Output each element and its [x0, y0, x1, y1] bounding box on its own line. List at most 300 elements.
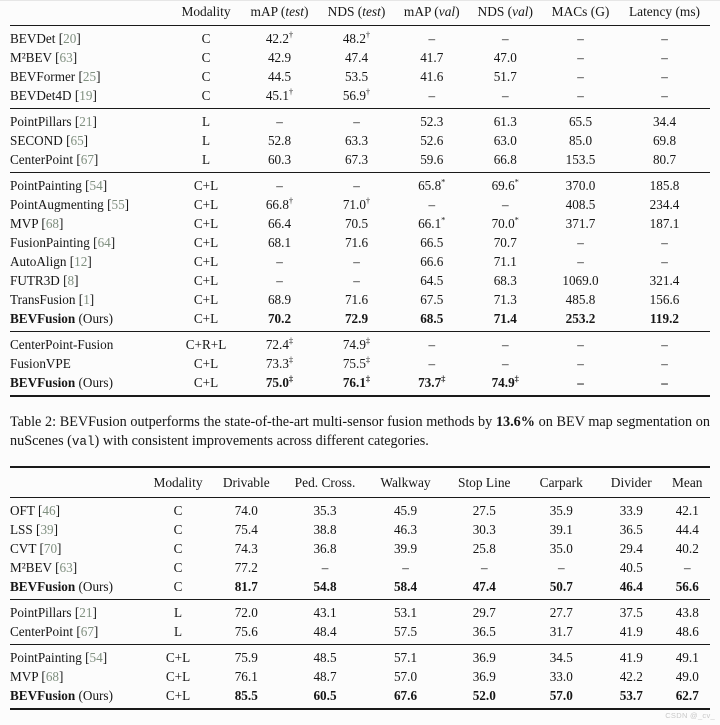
- modality-cell: L: [173, 605, 183, 620]
- value-cell: –: [428, 337, 436, 352]
- value-cell: 29.7: [472, 605, 496, 620]
- value-cell: 36.8: [313, 541, 337, 556]
- paper-page: [0, 1, 720, 710]
- value-cell: 65.5: [568, 114, 593, 129]
- column-header: Carpark: [539, 475, 583, 490]
- value-cell: –: [661, 337, 668, 352]
- value-cell: 52.8: [267, 133, 292, 148]
- value-cell: –: [276, 178, 283, 193]
- modality-cell: C+L: [193, 235, 219, 250]
- table-row: [10, 686, 710, 709]
- value-cell: 45.9: [393, 503, 418, 518]
- value-cell: 66.1*: [418, 214, 446, 231]
- table-row: [10, 332, 710, 355]
- method-cell: CVT [70]: [10, 541, 62, 556]
- value-cell: 156.6: [649, 292, 680, 307]
- value-cell: 70.7: [493, 235, 517, 250]
- value-cell: 41.9: [619, 624, 643, 639]
- column-header: Modality: [153, 475, 203, 490]
- method-cell: SECOND [65]: [10, 133, 89, 148]
- table-row: [10, 271, 710, 290]
- value-cell: 70.2: [267, 311, 292, 326]
- value-cell: –: [428, 356, 436, 371]
- method-cell: FusionPainting [64]: [10, 235, 116, 250]
- method-cell: M²BEV [63]: [10, 50, 78, 65]
- table-group: [10, 645, 710, 710]
- citation-ref: 25: [82, 69, 97, 84]
- value-cell: 66.8†: [265, 195, 294, 212]
- table-row: [10, 252, 710, 271]
- value-cell: 66.8: [493, 152, 517, 167]
- value-cell: 54.8: [313, 579, 337, 594]
- value-cell: 48.7: [313, 669, 337, 684]
- modality-cell: C+L: [193, 356, 219, 371]
- value-cell: 76.1: [234, 669, 258, 684]
- table-group: [10, 173, 710, 332]
- table-row: [10, 173, 710, 196]
- column-header: Modality: [181, 4, 231, 19]
- value-cell: 70.5: [344, 216, 369, 231]
- value-cell: 68.3: [493, 273, 517, 288]
- value-cell: –: [661, 254, 668, 269]
- value-cell: 35.3: [313, 503, 337, 518]
- value-cell: –: [577, 356, 584, 371]
- column-header: mAP (val): [403, 4, 460, 19]
- value-cell: 44.5: [267, 69, 292, 84]
- method-cell: BEVDet [20]: [10, 31, 81, 46]
- table-row: [10, 26, 710, 49]
- value-cell: 71.4: [493, 311, 517, 326]
- method-cell: BEVDet4D [19]: [10, 88, 97, 103]
- table-row: [10, 290, 710, 309]
- value-cell: –: [577, 50, 584, 65]
- method-cell: PointPainting [54]: [10, 178, 108, 193]
- value-cell: –: [501, 337, 509, 352]
- citation-ref: 68: [45, 216, 59, 231]
- table-row: [10, 67, 710, 86]
- value-cell: 27.5: [472, 503, 496, 518]
- citation-ref: 39: [40, 522, 54, 537]
- citation-ref: 70: [43, 541, 58, 556]
- value-cell: –: [276, 114, 283, 129]
- value-cell: 36.5: [619, 522, 643, 537]
- value-cell: 66.4: [267, 216, 292, 231]
- value-cell: 44.4: [675, 522, 699, 537]
- table-row: [10, 520, 710, 539]
- table-row: [10, 558, 710, 577]
- column-header: Drivable: [222, 475, 270, 490]
- caption-segment: val: [71, 434, 95, 449]
- modality-cell: C+L: [165, 688, 191, 703]
- value-cell: 48.5: [313, 650, 337, 665]
- value-cell: 67.3: [344, 152, 369, 167]
- method-cell: M²BEV [63]: [10, 560, 78, 575]
- caption-segment: 13.6%: [495, 414, 535, 430]
- value-cell: 73.7‡: [418, 373, 446, 390]
- value-cell: –: [661, 235, 668, 250]
- value-cell: 29.4: [619, 541, 643, 556]
- method-cell: LSS [39]: [10, 522, 59, 537]
- column-header: mAP (test): [250, 4, 309, 19]
- table-group: [10, 600, 710, 645]
- method-cell: BEVFusion (Ours): [10, 311, 113, 326]
- table-row: [10, 498, 710, 521]
- value-cell: 76.1‡: [342, 373, 371, 390]
- value-cell: –: [501, 356, 509, 371]
- value-cell: 71.6: [344, 235, 369, 250]
- value-cell: –: [577, 375, 584, 390]
- value-cell: 63.0: [493, 133, 517, 148]
- value-cell: –: [577, 254, 584, 269]
- citation-ref: 20: [63, 31, 77, 46]
- value-cell: 73.3‡: [265, 354, 294, 371]
- value-cell: 53.5: [344, 69, 369, 84]
- value-cell: –: [661, 88, 668, 103]
- value-cell: 72.0: [234, 605, 258, 620]
- value-cell: –: [661, 50, 668, 65]
- modality-cell: C: [173, 503, 183, 518]
- method-cell: TransFusion [1]: [10, 292, 95, 307]
- value-cell: 485.8: [565, 292, 596, 307]
- value-cell: 63.3: [344, 133, 369, 148]
- value-cell: 68.1: [267, 235, 292, 250]
- value-cell: 59.6: [420, 152, 444, 167]
- value-cell: 234.4: [649, 197, 680, 212]
- value-cell: –: [402, 560, 409, 575]
- value-cell: –: [501, 88, 509, 103]
- value-cell: –: [501, 197, 509, 212]
- value-cell: –: [321, 560, 329, 575]
- method-cell: PointPillars [21]: [10, 114, 97, 129]
- segmentation-table-header: [10, 467, 710, 498]
- modality-cell: L: [201, 133, 211, 148]
- value-cell: 47.0: [493, 50, 517, 65]
- value-cell: 41.6: [420, 69, 444, 84]
- value-cell: 52.3: [420, 114, 444, 129]
- value-cell: 75.0‡: [265, 373, 294, 390]
- modality-cell: C+L: [165, 669, 191, 684]
- value-cell: 61.3: [493, 114, 517, 129]
- value-cell: –: [428, 31, 436, 46]
- value-cell: 57.1: [393, 650, 418, 665]
- value-cell: –: [661, 31, 668, 46]
- citation-ref: 12: [74, 254, 88, 269]
- method-cell: OFT [46]: [10, 503, 60, 518]
- table-group: [10, 332, 710, 397]
- value-cell: 72.4‡: [265, 335, 294, 352]
- caption-segment: on BEV map segmentation on nuScenes (: [10, 414, 710, 449]
- column-header: NDS (test): [327, 4, 386, 19]
- value-cell: –: [276, 254, 283, 269]
- method-cell: FusionVPE: [10, 356, 71, 371]
- value-cell: 64.5: [420, 273, 444, 288]
- citation-ref: 21: [79, 114, 93, 129]
- value-cell: 36.5: [472, 624, 496, 639]
- table-group: [10, 109, 710, 173]
- citation-ref: 46: [42, 503, 56, 518]
- method-cell: BEVFusion (Ours): [10, 579, 113, 594]
- value-cell: 65.8*: [418, 176, 446, 193]
- value-cell: 49.1: [675, 650, 699, 665]
- value-cell: 47.4: [472, 579, 496, 594]
- table-row: [10, 195, 710, 214]
- citation-ref: 63: [59, 50, 73, 65]
- value-cell: 75.6: [234, 624, 258, 639]
- csdn-watermark: CSDN @_cv_: [665, 711, 715, 720]
- value-cell: 68.9: [267, 292, 292, 307]
- modality-cell: C: [173, 560, 183, 575]
- table-row: [10, 214, 710, 233]
- value-cell: –: [480, 560, 488, 575]
- value-cell: 85.5: [234, 688, 258, 703]
- value-cell: –: [577, 31, 584, 46]
- value-cell: 37.5: [619, 605, 643, 620]
- value-cell: 253.2: [565, 311, 596, 326]
- modality-cell: C: [173, 541, 183, 556]
- value-cell: 71.6: [344, 292, 369, 307]
- citation-ref: 65: [70, 133, 84, 148]
- citation-ref: 63: [59, 560, 73, 575]
- table-row: [10, 645, 710, 668]
- value-cell: 51.7: [493, 69, 517, 84]
- value-cell: 34.5: [549, 650, 573, 665]
- value-cell: 75.4: [234, 522, 258, 537]
- value-cell: 35.0: [549, 541, 573, 556]
- modality-cell: C+L: [193, 178, 219, 193]
- value-cell: –: [661, 375, 668, 390]
- value-cell: 35.9: [549, 503, 573, 518]
- modality-cell: C+L: [165, 650, 191, 665]
- citation-ref: 64: [97, 235, 111, 250]
- value-cell: 46.3: [393, 522, 418, 537]
- value-cell: 38.8: [313, 522, 337, 537]
- value-cell: –: [661, 69, 668, 84]
- value-cell: 30.3: [472, 522, 496, 537]
- value-cell: 321.4: [649, 273, 680, 288]
- value-cell: 72.9: [344, 311, 369, 326]
- value-cell: 31.7: [549, 624, 573, 639]
- modality-cell: L: [201, 152, 211, 167]
- table-row: [10, 354, 710, 373]
- table-row: [10, 86, 710, 109]
- citation-ref: 8: [67, 273, 75, 288]
- value-cell: 57.0: [549, 688, 573, 703]
- value-cell: –: [577, 337, 584, 352]
- table-row: [10, 233, 710, 252]
- modality-cell: C: [201, 31, 211, 46]
- value-cell: 60.5: [313, 688, 337, 703]
- value-cell: 39.9: [393, 541, 418, 556]
- method-cell: BEVFormer [25]: [10, 69, 101, 84]
- table-row: [10, 373, 710, 396]
- segmentation-results-table: [10, 466, 710, 710]
- table-row: [10, 131, 710, 150]
- value-cell: 27.7: [549, 605, 573, 620]
- value-cell: 75.5‡: [342, 354, 371, 371]
- column-header: NDS (val): [477, 4, 533, 19]
- method-cell: MVP [68]: [10, 216, 64, 231]
- method-column-header: [10, 1, 171, 26]
- value-cell: 67.5: [420, 292, 444, 307]
- method-cell: BEVFusion (Ours): [10, 375, 113, 390]
- citation-ref: 67: [80, 624, 94, 639]
- value-cell: 85.0: [568, 133, 593, 148]
- value-cell: 43.1: [313, 605, 337, 620]
- table-row: [10, 600, 710, 623]
- value-cell: 185.8: [649, 178, 680, 193]
- modality-cell: C+L: [193, 197, 219, 212]
- value-cell: 43.8: [675, 605, 699, 620]
- value-cell: 36.9: [472, 669, 496, 684]
- value-cell: 53.7: [619, 688, 643, 703]
- table-group: [10, 498, 710, 600]
- modality-cell: L: [173, 624, 183, 639]
- value-cell: 47.4: [344, 50, 369, 65]
- value-cell: 187.1: [649, 216, 680, 231]
- method-cell: CenterPoint [67]: [10, 624, 99, 639]
- value-cell: 42.2: [619, 669, 643, 684]
- value-cell: 41.7: [420, 50, 444, 65]
- method-cell: FUTR3D [8]: [10, 273, 79, 288]
- method-column-header: [10, 467, 147, 498]
- value-cell: –: [353, 114, 360, 129]
- header-row: [10, 467, 710, 498]
- value-cell: 75.9: [234, 650, 258, 665]
- value-cell: –: [557, 560, 565, 575]
- column-header: Mean: [672, 475, 703, 490]
- citation-ref: 67: [80, 152, 94, 167]
- value-cell: 71.1: [493, 254, 517, 269]
- value-cell: 50.7: [549, 579, 573, 594]
- value-cell: –: [661, 356, 668, 371]
- caption-segment: ) with consistent improvements across different categories.: [94, 432, 429, 449]
- modality-cell: C+L: [193, 292, 219, 307]
- value-cell: 48.2†: [342, 29, 371, 46]
- value-cell: 74.3: [234, 541, 258, 556]
- value-cell: 42.2†: [265, 29, 294, 46]
- value-cell: 71.3: [493, 292, 517, 307]
- value-cell: 33.0: [549, 669, 573, 684]
- value-cell: 57.5: [393, 624, 418, 639]
- modality-cell: L: [201, 114, 211, 129]
- column-header: Ped. Cross.: [294, 475, 356, 490]
- value-cell: 70.0*: [491, 214, 519, 231]
- value-cell: 48.4: [313, 624, 337, 639]
- value-cell: 40.2: [675, 541, 699, 556]
- citation-ref: 54: [89, 178, 103, 193]
- table-row: [10, 539, 710, 558]
- method-cell: PointAugmenting [55]: [10, 197, 130, 212]
- value-cell: 67.6: [393, 688, 418, 703]
- value-cell: 48.6: [675, 624, 699, 639]
- table-row: [10, 577, 710, 600]
- value-cell: 40.5: [619, 560, 643, 575]
- value-cell: 81.7: [234, 579, 258, 594]
- value-cell: 371.7: [565, 216, 596, 231]
- method-cell: PointPainting [54]: [10, 650, 108, 665]
- value-cell: 46.4: [619, 579, 643, 594]
- value-cell: –: [428, 88, 436, 103]
- value-cell: 74.9‡: [342, 335, 371, 352]
- value-cell: 60.3: [267, 152, 292, 167]
- modality-cell: C+L: [193, 273, 219, 288]
- citation-ref: 68: [45, 669, 59, 684]
- value-cell: 56.9†: [342, 86, 371, 103]
- modality-cell: C+R+L: [185, 337, 227, 352]
- value-cell: –: [353, 273, 360, 288]
- modality-cell: C: [173, 522, 183, 537]
- value-cell: –: [276, 273, 283, 288]
- column-header: Latency (ms): [628, 4, 701, 19]
- value-cell: 370.0: [565, 178, 596, 193]
- value-cell: 52.0: [472, 688, 496, 703]
- citation-ref: 1: [83, 292, 90, 307]
- value-cell: 69.8: [652, 133, 677, 148]
- value-cell: 36.9: [472, 650, 496, 665]
- value-cell: –: [683, 560, 691, 575]
- value-cell: 49.0: [675, 669, 699, 684]
- header-row: [10, 1, 710, 26]
- citation-ref: 54: [89, 650, 103, 665]
- value-cell: 77.2: [234, 560, 258, 575]
- value-cell: –: [353, 254, 360, 269]
- value-cell: 33.9: [619, 503, 643, 518]
- value-cell: 119.2: [650, 311, 679, 326]
- table-row: [10, 622, 710, 645]
- value-cell: 58.4: [393, 579, 418, 594]
- method-cell: BEVFusion (Ours): [10, 688, 113, 703]
- modality-cell: C: [173, 579, 183, 594]
- table-row: [10, 667, 710, 686]
- detection-table-header: [10, 1, 710, 26]
- value-cell: –: [577, 88, 584, 103]
- value-cell: 74.0: [234, 503, 258, 518]
- method-cell: PointPillars [21]: [10, 605, 97, 620]
- method-cell: CenterPoint-Fusion: [10, 337, 114, 352]
- value-cell: 53.1: [393, 605, 418, 620]
- modality-cell: C+L: [193, 254, 219, 269]
- modality-cell: C: [201, 88, 211, 103]
- value-cell: 69.6*: [491, 176, 519, 193]
- table-group: [10, 26, 710, 109]
- value-cell: –: [501, 31, 509, 46]
- value-cell: 66.5: [420, 235, 444, 250]
- value-cell: 56.6: [675, 579, 699, 594]
- value-cell: 80.7: [652, 152, 677, 167]
- value-cell: 41.9: [619, 650, 643, 665]
- value-cell: –: [353, 178, 360, 193]
- column-header: Walkway: [380, 475, 431, 490]
- value-cell: –: [577, 69, 584, 84]
- modality-cell: C: [201, 50, 211, 65]
- method-cell: CenterPoint [67]: [10, 152, 99, 167]
- table-row: [10, 150, 710, 173]
- value-cell: 153.5: [565, 152, 596, 167]
- citation-ref: 19: [79, 88, 93, 103]
- citation-ref: 21: [79, 605, 93, 620]
- value-cell: 42.1: [675, 503, 699, 518]
- value-cell: –: [428, 197, 436, 212]
- value-cell: 25.8: [472, 541, 496, 556]
- detection-results-table: [10, 1, 710, 397]
- value-cell: 66.6: [420, 254, 444, 269]
- value-cell: –: [577, 235, 584, 250]
- value-cell: 42.9: [267, 50, 292, 65]
- modality-cell: C+L: [193, 375, 219, 390]
- value-cell: 1069.0: [562, 273, 599, 288]
- value-cell: 34.4: [652, 114, 677, 129]
- value-cell: 39.1: [549, 522, 573, 537]
